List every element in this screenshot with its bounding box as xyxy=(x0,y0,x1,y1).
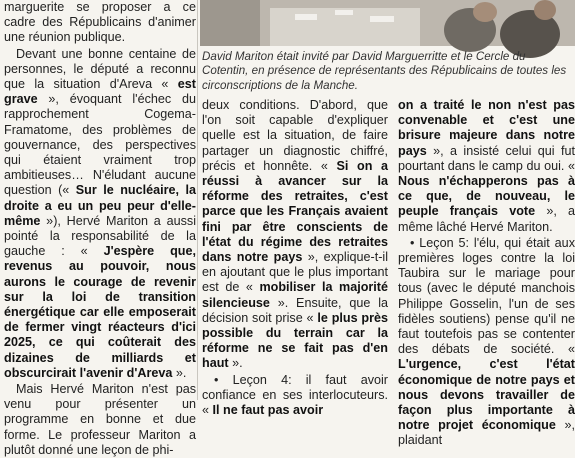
paragraph: marguerite se proposer a ce cadre des Républicains d'animer une réunion publique. xyxy=(4,0,196,45)
photo xyxy=(200,0,575,46)
paragraph: • Leçon 5: l'élu, qui était aux premières loges contre la loi Taubira sur le mariage pour tous (avec le député manchois Philippe Gosselin, l'un de ses fidèles soutiens) pense qu'il ne faut toutefois pas se contenter des débats de société. « L'urgence, c'est l'état économique de notre pays et nous devons travailler de façon plus importante à notre projet économique », plaidant xyxy=(398,235,575,448)
article-column-3 xyxy=(398,98,575,448)
paragraph: • Leçon 4: il faut avoir confiance en ses interlocuteurs. « Il ne faut pas avoir xyxy=(202,372,388,418)
article-column-2 xyxy=(202,98,389,418)
paragraph: on a traité le non n'est pas convenable et c'est une brisure majeure dans notre pays », a insisté celui qui fut pourtant dans le camp du oui. « Nous n'échapperons pas à ce que, de nouveau, le peuple français vote », a même lâché Hervé Mariton. xyxy=(398,98,575,234)
paragraph: deux conditions. D'abord, que l'on soit capable d'expliquer quelle est la situation, de faire partager un diagnostic chiffré, précis et honnête. « Si on a réussi à avancer sur la réforme des retraites, c'est parce que les Français avaient fini par être conscients de l'état du régime des retraites dans notre pays », explique-t-il en ajoutant que le plus important est de « mobiliser la majorité silencieuse ». Ensuite, que la décision soit prise « le plus près possible du terrain car la réforme ne se fait pas d'en haut ». xyxy=(202,98,389,371)
photo-caption: David Mariton était invité par David Marguerritte et le Cercle du Cotentin, en présence de représentants des Républicains de toutes les circonscriptions de la Manche. xyxy=(202,50,567,92)
paragraph: Devant une bonne centaine de personnes, le député a reconnu que la situation d'Areva « est grave », évoquant l'échec du rapprochement Cogema-Framatome, des problèmes de gouvernance, des perspectives qui étaient vraiment trop ambitieuses… N'éludant aucune question (« Sur le nucléaire, la droite a eu un peu peur d'elle-même »), Hervé Mariton a aussi pointé la responsabilité de la gauche : « J'espère que, revenus au pouvoir, nous aurons le courage de revenir sur la loi de transition énergétique car elle emposerait de fermer vingt réacteurs d'ici 2025, ce qui coûterait des dizaines de milliards et obscurcirait l'avenir d'Areva ». xyxy=(4,46,197,380)
column-divider xyxy=(197,0,198,400)
article-column-1 xyxy=(4,0,197,457)
paragraph: Mais Hervé Mariton n'est pas venu pour présenter un programme en bonne et due forme. Le professeur Mariton a plutôt donné une leçon de phi- xyxy=(4,382,196,457)
